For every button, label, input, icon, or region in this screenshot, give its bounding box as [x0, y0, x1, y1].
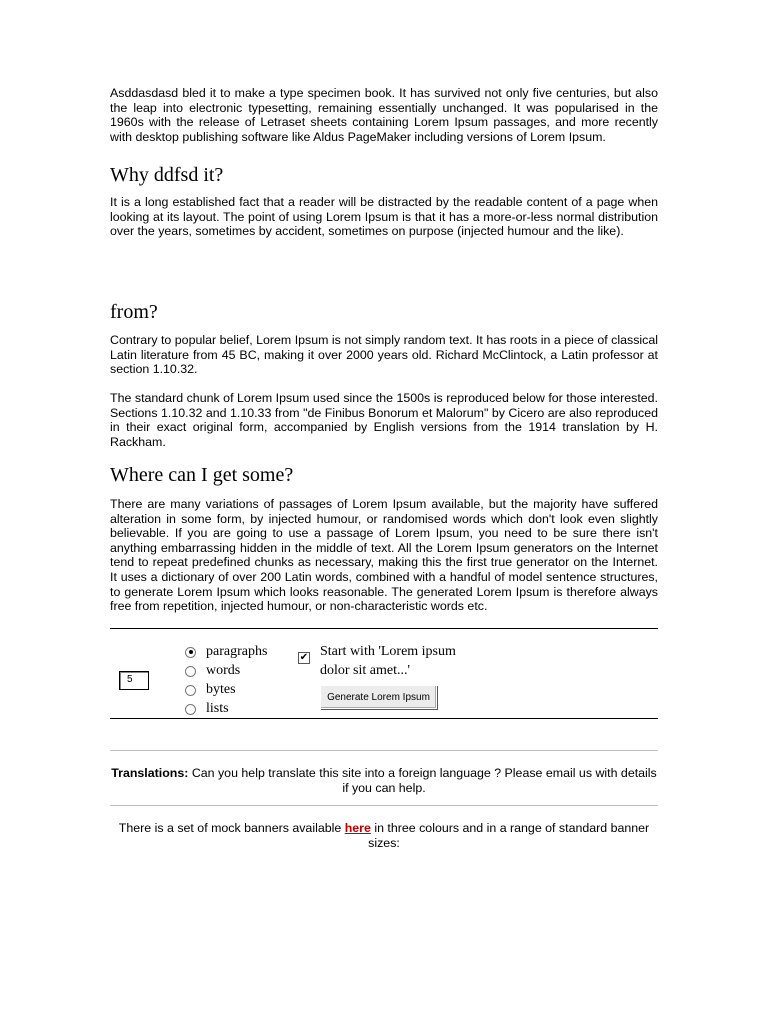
where-heading: Where can I get some? [110, 464, 294, 486]
translations-note [110, 766, 658, 796]
generator-bottom-rule [110, 718, 658, 719]
radio-lists[interactable] [185, 704, 196, 715]
option-words-label: words [206, 663, 241, 678]
from-section [110, 300, 658, 324]
option-lists-label: lists [206, 701, 229, 716]
from-paragraph-1: Contrary to popular belief, Lorem Ipsum is not simply random text. It has roots in a piece of classical Latin literature from 45 BC, making it over 2000 years old. Richard McClintock, a Latin professor at section 1.10.32. [110, 333, 658, 377]
banners-here-link[interactable]: here [344, 821, 371, 835]
from-paragraph-2: The standard chunk of Lorem Ipsum used since the 1500s is reproduced below for those interested. Sections 1.10.32 and 1.10.33 from "de Finibus Bonorum et Malorum" by Cicero are also reproduced in their exact original form, accompanied by English versions from the 1914 translation by H. Rackham. [110, 391, 658, 449]
intro-section [110, 86, 658, 144]
translations-bottom-rule [110, 805, 658, 806]
translations-text: Can you help translate this site into a foreign language ? Please email us with details if you can help. [188, 766, 657, 795]
banners-text-after: in three colours and in a range of standard banner sizes: [368, 821, 650, 850]
intro-paragraph: Asddasdasd bled it to make a type specimen book. It has survived not only five centuries, but also the leap into electronic typesetting, remaining essentially unchanged. It was popularised in the 1960s with the release of Letraset sheets containing Lorem Ipsum passages, and more recently with desktop publishing software like Aldus PageMaker including versions of Lorem Ipsum. [110, 86, 658, 144]
option-bytes[interactable] [185, 681, 236, 699]
translations-top-rule [110, 750, 658, 751]
start-with-checkbox[interactable]: ✔ [299, 652, 309, 663]
why-body [110, 195, 658, 239]
why-paragraph: It is a long established fact that a reader will be distracted by the readable content of a page when looking at its layout. The point of using Lorem Ipsum is that it has a more-or-less normal distribution over the years, sometimes by accident, sometimes on purpose (injected humour and the like). [110, 195, 658, 239]
from-body-1 [110, 333, 658, 377]
where-paragraph: There are many variations of passages of Lorem Ipsum available, but the majority have suffered alteration in some form, by injected humour, or randomised words which don't look even slightly believable. If you are going to use a passage of Lorem Ipsum, you need to be sure there isn't anything embarrassing hidden in the middle of text. All the Lorem Ipsum generators on the Internet tend to repeat predefined chunks as necessary, making this the first true generator on the Internet. It uses a dictionary of over 200 Latin words, combined with a handful of model sentence structures, to generate Lorem Ipsum which looks reasonable. The generated Lorem Ipsum is therefore always free from repetition, injected humour, or non-characteristic words etc. [110, 497, 658, 614]
why-section [110, 163, 658, 187]
where-body [110, 497, 658, 614]
from-heading: from? [110, 301, 158, 323]
radio-paragraphs[interactable] [185, 647, 196, 658]
banners-text-before: There is a set of mock banners available [118, 821, 345, 835]
option-lists[interactable] [185, 700, 229, 718]
start-with-label: Start with 'Lorem ipsum dolor sit amet...' [320, 644, 456, 678]
from-body-2 [110, 391, 658, 449]
why-heading: Why ddfsd it? [110, 164, 224, 186]
where-section [110, 463, 658, 487]
amount-input[interactable]: 5 [119, 671, 149, 690]
radio-bytes[interactable] [185, 685, 196, 696]
generator-top-rule [110, 628, 658, 629]
option-bytes-label: bytes [206, 682, 236, 697]
option-paragraphs[interactable] [185, 643, 267, 661]
option-paragraphs-label: paragraphs [206, 644, 268, 659]
translations-label: Translations: [111, 766, 189, 780]
banners-note [110, 821, 658, 851]
radio-words[interactable] [185, 666, 196, 677]
generate-button[interactable]: Generate Lorem Ipsum [320, 685, 437, 709]
option-words[interactable] [185, 662, 240, 680]
